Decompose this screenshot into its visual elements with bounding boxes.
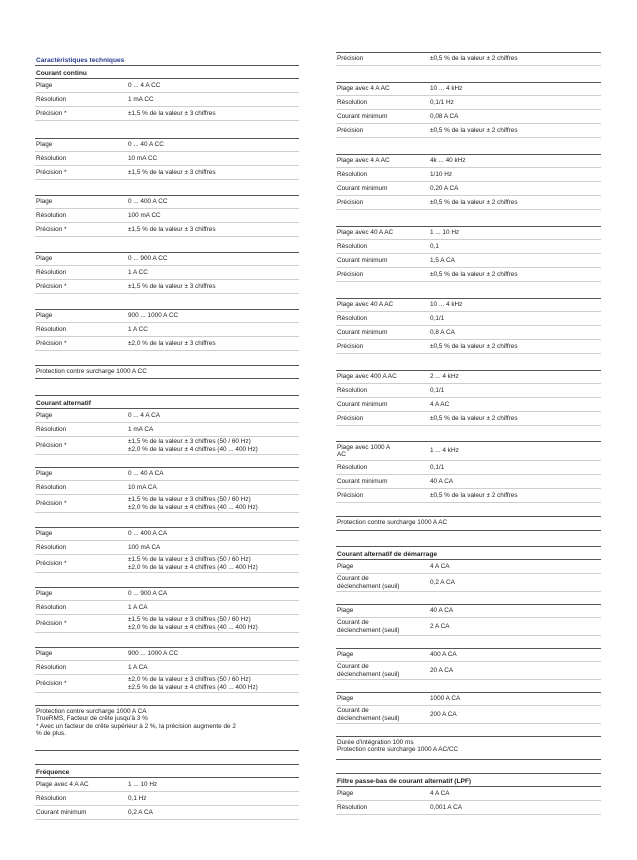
spec-value: 0,1	[430, 242, 439, 250]
spec-value: 0,1/1 Hz	[430, 98, 454, 106]
spec-row-precision	[35, 615, 299, 633]
spec-label: Précision	[337, 126, 364, 134]
spec-row-courant-minimum	[35, 806, 299, 820]
spec-value: ±0,5 % de la valeur ± 2 chiffres	[430, 342, 518, 350]
spec-value: 0,2 A CA	[430, 578, 455, 586]
spec-label: Résolution	[36, 425, 67, 433]
spec-value: 4k ... 40 kHz	[430, 157, 466, 165]
spec-label: Courant minimum	[337, 256, 388, 264]
spec-value: 1,5 A CA	[430, 256, 455, 264]
spec-label: Plage	[36, 141, 53, 149]
spec-value: ±1,5 % de la valeur ± 3 chiffres	[128, 225, 216, 233]
spec-label: Précision	[337, 198, 364, 206]
spec-row-precision	[336, 124, 601, 138]
spec-row-resolution	[35, 792, 299, 806]
spec-label: Résolution	[36, 543, 67, 551]
spec-label: Précision *	[36, 282, 67, 290]
spec-row-plage-avec-4-a-ac	[35, 778, 299, 792]
spec-label: Résolution	[36, 211, 67, 219]
spec-row-plage-avec-400-a-ac	[336, 370, 601, 384]
spec-value: 10 mA CC	[128, 154, 158, 162]
spec-label: Plage	[337, 607, 354, 615]
section-heading-courant-alternatif: Courant alternatif	[35, 395, 299, 409]
spec-value: 0,2 A CA	[128, 808, 153, 816]
spec-row-plage-avec-4-a-ac	[336, 154, 601, 168]
spec-row-plage-avec-40-a-ac	[336, 226, 601, 240]
spec-label: Plage avec 1000 A AC	[337, 443, 391, 458]
spec-value: 0,001 A CA	[430, 803, 462, 811]
spec-row-courant-minimum	[336, 475, 601, 489]
spec-row-plage	[35, 587, 299, 601]
spec-label: Précision	[337, 342, 364, 350]
spec-value: 10 ... 4 kHz	[430, 85, 463, 93]
spec-value: ±0,5 % de la valeur ± 2 chiffres	[430, 491, 518, 499]
section-gap	[336, 66, 601, 82]
spec-value: ±1,5 % de la valeur ± 3 chiffres (50 / 60 Hz) ±2,0 % de la valeur ± 4 chiffres (40 ... 400 Hz)	[128, 496, 258, 511]
spec-row-precision	[336, 340, 601, 354]
spec-row-courant-de-declenchement-seuil	[336, 574, 601, 592]
right-spec-column	[336, 52, 601, 815]
spec-label: Précision	[337, 491, 364, 499]
spec-label: Précision *	[36, 499, 67, 507]
spec-value: ±2,0 % de la valeur ± 3 chiffres	[128, 339, 216, 347]
spec-value: 1 ... 10 Hz	[128, 780, 158, 788]
spec-value: 0 ... 400 A CC	[128, 198, 168, 206]
spec-label: Précision *	[36, 168, 67, 176]
spec-label: Courant minimum	[337, 477, 388, 485]
spec-value: 0,1/1	[430, 386, 445, 394]
spec-value: 100 mA CA	[128, 543, 161, 551]
section-heading-frequence: Fréquence	[35, 764, 299, 778]
spec-label: Plage	[337, 695, 354, 703]
spec-label: Plage avec 400 A AC	[337, 373, 397, 381]
spec-value: ±0,5 % de la valeur ± 2 chiffres	[430, 198, 518, 206]
spec-label: Précision *	[36, 441, 67, 449]
spec-value: 0,20 A CA	[430, 184, 459, 192]
spec-row-courant-minimum	[336, 254, 601, 268]
spec-row-resolution	[336, 384, 601, 398]
section-gap	[336, 282, 601, 298]
spec-label: Plage avec 40 A AC	[337, 301, 394, 309]
spec-row-precision	[35, 280, 299, 294]
spec-value: ±1,5 % de la valeur ± 3 chiffres (50 / 60 Hz) ±2,0 % de la valeur ± 4 chiffres (40 ... 400 Hz)	[128, 616, 258, 631]
spec-note: Protection contre surcharge 1000 A CA TrueRMS, Facteur de crête jusqu'à 3 % * Avec un facteur de crête supérieur à 2 %, la précision augmente de 2 % de plus.	[35, 705, 299, 751]
spec-row-resolution	[336, 801, 601, 815]
spec-value: 1000 A CA	[430, 695, 461, 703]
spec-row-plage	[35, 195, 299, 209]
spec-row-plage	[35, 527, 299, 541]
section-gap	[336, 138, 601, 154]
spec-value: 0 ... 400 A CA	[128, 530, 168, 538]
spec-value: 900 ... 1000 A CC	[128, 312, 179, 320]
spec-label: Plage	[337, 562, 354, 570]
spec-label: Précision *	[36, 109, 67, 117]
section-gap	[35, 693, 299, 705]
spec-note: Protection contre surcharge 1000 A AC	[336, 516, 601, 531]
section-gap	[35, 294, 299, 309]
spec-label: Plage	[36, 198, 53, 206]
spec-label: Plage	[36, 590, 53, 598]
spec-label: Précision	[337, 414, 364, 422]
spec-row-plage	[35, 309, 299, 323]
spec-row-resolution	[35, 601, 299, 615]
spec-value: 0,08 A CA	[430, 112, 459, 120]
spec-value: 0,1/1	[430, 463, 445, 471]
spec-label: Courant de déclenchement (seuil)	[337, 707, 400, 722]
spec-label: Plage avec 4 A AC	[337, 157, 390, 165]
section-gap	[35, 351, 299, 365]
section-gap	[336, 354, 601, 370]
spec-value: 1 mA CC	[128, 95, 154, 103]
spec-row-courant-minimum	[336, 110, 601, 124]
spec-label: Précision *	[36, 559, 67, 567]
spec-row-resolution	[336, 461, 601, 475]
spec-row-resolution	[35, 93, 299, 107]
spec-row-resolution	[35, 209, 299, 223]
spec-value: 0 ... 40 A CA	[128, 470, 164, 478]
spec-label: Résolution	[337, 803, 368, 811]
section-gap	[336, 503, 601, 516]
spec-row-precision	[35, 337, 299, 351]
spec-label: Courant minimum	[36, 808, 87, 816]
spec-value: 1 A CA	[128, 663, 148, 671]
spec-label: Plage avec 4 A AC	[36, 780, 89, 788]
section-gap	[35, 237, 299, 252]
spec-label: Courant de déclenchement (seuil)	[337, 619, 400, 634]
spec-value: 1 ... 4 kHz	[430, 447, 459, 455]
section-gap	[336, 592, 601, 604]
section-gap	[336, 680, 601, 692]
spec-label: Précision *	[36, 339, 67, 347]
section-gap	[35, 633, 299, 647]
spec-row-precision	[35, 166, 299, 180]
spec-row-plage	[35, 252, 299, 266]
section-heading-filtre-passe-bas-de-courant-alternatif-lpf: Filtre passe-bas de courant alternatif (LPF)	[336, 773, 601, 787]
spec-row-precision	[35, 107, 299, 121]
spec-value: ±1,5 % de la valeur ± 3 chiffres	[128, 282, 216, 290]
spec-row-courant-minimum	[336, 182, 601, 196]
section-gap	[35, 513, 299, 527]
spec-label: Résolution	[36, 154, 67, 162]
spec-value: 2 ... 4 kHz	[430, 373, 459, 381]
section-gap	[35, 455, 299, 467]
spec-value: 4 A CA	[430, 789, 450, 797]
spec-value: ±1,5 % de la valeur ± 3 chiffres (50 / 60 Hz) ±2,0 % de la valeur ± 4 chiffres (40 ... 400 Hz)	[128, 556, 258, 571]
spec-value: 20 A CA	[430, 666, 454, 674]
spec-value: ±0,5 % de la valeur ± 2 chiffres	[430, 414, 518, 422]
spec-label: Courant minimum	[337, 112, 388, 120]
spec-row-plage	[336, 787, 601, 801]
spec-row-resolution	[336, 312, 601, 326]
section-heading-courant-alternatif-de-demarrage: Courant alternatif de démarrage	[336, 546, 601, 560]
spec-value: 900 ... 1000 A CC	[128, 650, 179, 658]
spec-value: 1 A CA	[128, 603, 148, 611]
spec-row-resolution	[336, 240, 601, 254]
spec-label: Résolution	[36, 663, 67, 671]
left-spec-column	[35, 52, 299, 820]
spec-label: Courant minimum	[337, 184, 388, 192]
spec-label: Résolution	[36, 794, 67, 802]
spec-value: ±1,5 % de la valeur ± 3 chiffres (50 / 60 Hz) ±2,0 % de la valeur ± 4 chiffres (40 ... 400 Hz)	[128, 438, 258, 453]
spec-row-precision	[336, 412, 601, 426]
spec-label: Résolution	[36, 325, 67, 333]
spec-row-courant-de-declenchement-seuil	[336, 662, 601, 680]
spec-row-plage	[35, 138, 299, 152]
spec-row-precision	[35, 223, 299, 237]
section-heading-courant-continu: Courant continu	[35, 65, 299, 79]
spec-value: 4 A CA	[430, 562, 450, 570]
spec-label: Résolution	[337, 386, 368, 394]
spec-value: ±0,5 % de la valeur ± 2 chiffres	[430, 55, 518, 63]
spec-note: Protection contre surcharge 1000 A CC	[35, 365, 299, 379]
spec-row-courant-de-declenchement-seuil	[336, 618, 601, 636]
spec-value: ±0,5 % de la valeur ± 2 chiffres	[430, 270, 518, 278]
spec-label: Résolution	[337, 463, 368, 471]
section-gap	[35, 121, 299, 138]
spec-value: 4 A AC	[430, 400, 450, 408]
spec-value: 1/10 Hz	[430, 170, 453, 178]
spec-row-precision	[336, 489, 601, 503]
spec-label: Résolution	[337, 314, 368, 322]
section-gap	[336, 531, 601, 546]
spec-row-precision	[35, 437, 299, 455]
spec-row-plage	[35, 467, 299, 481]
spec-row-resolution	[35, 423, 299, 437]
spec-label: Plage avec 40 A AC	[337, 229, 394, 237]
spec-label: Résolution	[36, 483, 67, 491]
spec-value: ±1,5 % de la valeur ± 3 chiffres	[128, 168, 216, 176]
spec-label: Résolution	[337, 242, 368, 250]
section-heading-caracteristiques-techniques: Caractéristiques techniques	[36, 57, 125, 64]
spec-value: 2 A CA	[430, 622, 450, 630]
spec-value: 0 ... 900 A CC	[128, 255, 168, 263]
spec-value: ±2,0 % de la valeur ± 3 chiffres (50 / 60 Hz) ±2,5 % de la valeur ± 4 chiffres (40 ... 400 Hz)	[128, 676, 258, 691]
spec-value: 10 ... 4 kHz	[430, 301, 463, 309]
spec-row-plage	[336, 560, 601, 574]
section-gap	[35, 573, 299, 587]
spec-note: Durée d'intégration 100 ms Protection contre surcharge 1000 A AC/CC	[336, 736, 601, 760]
spec-value: ±1,5 % de la valeur ± 3 chiffres	[128, 109, 216, 117]
spec-row-resolution	[35, 481, 299, 495]
section-gap	[336, 210, 601, 226]
spec-label: Plage	[36, 650, 53, 658]
spec-value: 1 A CC	[128, 325, 148, 333]
spec-label: Courant de déclenchement (seuil)	[337, 575, 400, 590]
spec-value: 400 A CA	[430, 651, 457, 659]
spec-label: Précision *	[36, 225, 67, 233]
spec-row-precision	[336, 196, 601, 210]
spec-row-courant-minimum	[336, 326, 601, 340]
section-gap	[336, 760, 601, 773]
spec-row-plage	[336, 604, 601, 618]
spec-value: 1 mA CA	[128, 425, 154, 433]
spec-label: Résolution	[36, 268, 67, 276]
spec-label: Plage	[36, 312, 53, 320]
spec-row-plage-avec-40-a-ac	[336, 298, 601, 312]
spec-row-precision	[336, 52, 601, 66]
spec-label: Plage	[36, 411, 53, 419]
spec-row-precision	[35, 555, 299, 573]
spec-value: 0 ... 4 A CA	[128, 411, 160, 419]
spec-value: 0,8 A CA	[430, 328, 455, 336]
spec-label: Plage	[337, 789, 354, 797]
spec-label: Plage	[36, 530, 53, 538]
spec-label: Précision	[337, 270, 364, 278]
spec-row-resolution	[35, 323, 299, 337]
spec-value: 0 ... 4 A CC	[128, 81, 161, 89]
section-gap	[336, 636, 601, 648]
spec-row-plage-avec-4-a-ac	[336, 82, 601, 96]
spec-row-resolution	[336, 96, 601, 110]
spec-row-precision	[35, 495, 299, 513]
spec-label: Plage	[337, 651, 354, 659]
spec-row-courant-minimum	[336, 398, 601, 412]
spec-row-precision	[35, 675, 299, 693]
spec-label: Courant minimum	[337, 400, 388, 408]
spec-label: Courant minimum	[337, 328, 388, 336]
spec-label: Plage avec 4 A AC	[337, 85, 390, 93]
spec-row-resolution	[35, 152, 299, 166]
spec-row-plage	[336, 692, 601, 706]
spec-label: Plage	[36, 255, 53, 263]
spec-row-courant-de-declenchement-seuil	[336, 706, 601, 724]
spec-row-resolution	[35, 266, 299, 280]
spec-label: Précision *	[36, 679, 67, 687]
section-gap	[35, 751, 299, 764]
spec-value: 0,1 Hz	[128, 794, 147, 802]
spec-value: 0 ... 40 A CC	[128, 141, 164, 149]
section-gap	[336, 724, 601, 736]
spec-label: Précision *	[36, 619, 67, 627]
spec-label: Résolution	[337, 170, 368, 178]
spec-value: 200 A CA	[430, 710, 457, 718]
spec-row-resolution	[35, 661, 299, 675]
spec-value: 0 ... 900 A CA	[128, 590, 168, 598]
spec-label: Plage	[36, 81, 53, 89]
spec-row-plage	[35, 79, 299, 93]
section-gap	[35, 379, 299, 395]
spec-value: 40 A CA	[430, 607, 454, 615]
section-gap	[336, 426, 601, 441]
spec-value: 0,1/1	[430, 314, 445, 322]
spec-value: 40 A CA	[430, 477, 454, 485]
spec-row-precision	[336, 268, 601, 282]
spec-row-plage	[35, 409, 299, 423]
spec-row-plage	[336, 648, 601, 662]
spec-value: 1 ... 10 Hz	[430, 229, 460, 237]
spec-value: 100 mA CC	[128, 211, 161, 219]
spec-label: Résolution	[337, 98, 368, 106]
spec-row-plage-avec-1000-a-ac	[336, 441, 601, 461]
spec-value: 1 A CC	[128, 268, 148, 276]
section-gap	[35, 180, 299, 195]
spec-label: Courant de déclenchement (seuil)	[337, 663, 400, 678]
spec-row-plage	[35, 647, 299, 661]
spec-value: ±0,5 % de la valeur ± 2 chiffres	[430, 126, 518, 134]
spec-row-resolution	[336, 168, 601, 182]
spec-label: Précision	[337, 55, 364, 63]
spec-label: Résolution	[36, 95, 67, 103]
spec-row-resolution	[35, 541, 299, 555]
spec-label: Plage	[36, 470, 53, 478]
spec-label: Résolution	[36, 603, 67, 611]
spec-value: 10 mA CA	[128, 483, 157, 491]
